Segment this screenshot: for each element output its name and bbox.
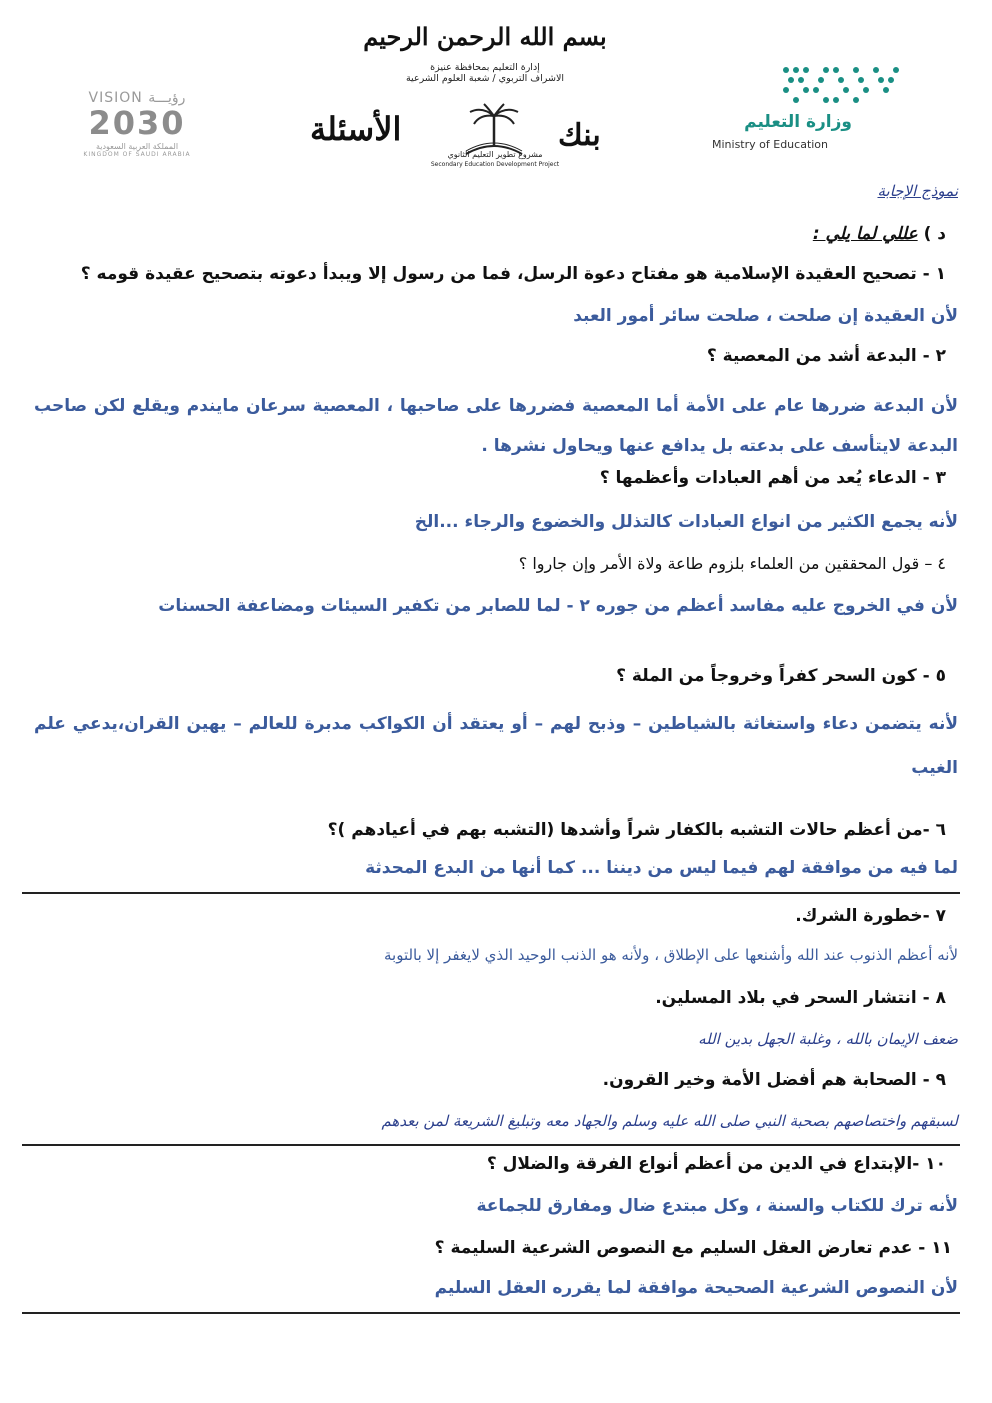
project-caption-ar: مشروع تطوير التعليم الثانوي <box>447 150 543 159</box>
section-title: عللي لما يلي : <box>812 224 918 244</box>
question-1: ١ - تصحيح العقيدة الإسلامية هو مفتاح دعوة الرسل، فما من رسول إلا ويبدأ دعوته بتصحيح عقيدة قومه ؟ <box>80 264 946 284</box>
question-2: ٢ - البدعة أشد من المعصية ؟ <box>706 346 946 366</box>
ministry-dots-logo-icon <box>778 64 908 104</box>
question-3: ٣ - الدعاء يُعد من أهم العبادات وأعظمها ؟ <box>599 468 946 488</box>
ministry-name-ar: وزارة التعليم <box>744 112 852 132</box>
answer-1: لأن العقيدة إن صلحت ، صلحت سائر أمور العبد <box>573 306 958 326</box>
divider-2 <box>22 1144 960 1146</box>
vision-subtitle-ar: المملكة العربية السعودية <box>95 142 179 151</box>
question-4: ٤ – قول المحققين من العلماء بلزوم طاعة ولاة الأمر وإن جاروا ؟ <box>518 554 946 573</box>
department-line2: الاشراف التربوي / شعبة العلوم الشرعية <box>405 73 565 84</box>
model-answer-label: نموذج الإجابة <box>877 182 958 200</box>
section-letter: د ) <box>923 224 946 244</box>
question-9: ٩ - الصحابة هم أفضل الأمة وخير القرون. <box>602 1070 946 1090</box>
vision-number: 2030 <box>88 104 186 142</box>
answer-4: لأن في الخروج عليه مفاسد أعظم من جوره ٢ - لما للصابر من تكفير السيئات ومضاعفة الحسنات <box>158 596 958 616</box>
question-10: ١٠ -الإبتداع في الدين من أعظم أنواع الفرقة والضلال ؟ <box>486 1154 946 1174</box>
department-line1: إدارة التعليم بمحافظة عنيزة <box>430 62 540 73</box>
answer-8: ضعف الإيمان بالله ، وغلبة الجهل بدين الله <box>698 1030 958 1048</box>
answer-10: لأنه ترك للكتاب والسنة ، وكل مبتدع ضال ومفارق للجماعة <box>476 1196 958 1216</box>
question-7: ٧ -خطورة الشرك. <box>795 906 946 926</box>
answer-2: لأن البدعة ضررها عام على الأمة أما المعصية فضررها على صاحبها ، المعصية سرعان مايندم ويقلع لكن صاحب البدعة لايتأسف على بدعته بل يدافع عنها ويحاول نشرها . <box>34 396 958 456</box>
answer-5: لأنه يتضمن دعاء واستغاثة بالشياطين – وذبح لهم – أو يعتقد أن الكواكب مدبرة للعالم – يهين القران،يدعي علم الغيب <box>34 714 958 778</box>
bank-title-word2: الأسئلة <box>310 110 402 148</box>
question-5: ٥ - كون السحر كفراً وخروجاً من الملة ؟ <box>616 666 946 686</box>
ministry-name-en: Ministry of Education <box>712 138 829 151</box>
answer-9: لسبقهم واختصاصهم بصحبة النبي صلى الله عليه وسلم والجهاد معه وتبليغ الشريعة لمن بعدهم <box>381 1112 958 1130</box>
answer-6: لما فيه من موافقة لهم فيما ليس من ديننا ... كما أنها من البدع المحدثة <box>365 858 958 878</box>
vision-subtitle-en: KINGDOM OF SAUDI ARABIA <box>83 151 191 158</box>
department-caption <box>350 62 620 84</box>
divider-3 <box>22 1312 960 1314</box>
bank-title-word1: بنك <box>558 118 601 153</box>
question-8: ٨ - انتشار السحر في بلاد المسلين. <box>655 988 946 1008</box>
basmala: بسم الله الرحمن الرحيم <box>363 22 607 51</box>
question-11: ١١ - عدم تعارض العقل السليم مع النصوص الشرعية السليمة ؟ <box>434 1238 952 1258</box>
project-caption-en: Secondary Education Development Project <box>430 161 560 168</box>
answer-7: لأنه أعظم الذنوب عند الله وأشنعها على الإطلاق ، ولأنه هو الذنب الوحيد الذي لايغفر إلا بالتوبة <box>383 946 958 964</box>
vision-title: VISION رؤيـــة <box>88 90 186 106</box>
vision-2030-logo <box>62 86 220 160</box>
answer-11: لأن النصوص الشرعية الصحيحة موافقة لما يقرره العقل السليم <box>434 1278 958 1298</box>
divider-1 <box>22 892 960 894</box>
answer-3: لأنه يجمع الكثير من انواع العبادات كالتذلل والخضوع والرجاء ...الخ <box>414 512 958 532</box>
section-header <box>813 224 946 244</box>
question-6: ٦ -من أعظم حالات التشبه بالكفار شراً وأشدها (التشبه بهم في أعيادهم )؟ <box>327 820 946 840</box>
project-caption <box>415 150 575 170</box>
